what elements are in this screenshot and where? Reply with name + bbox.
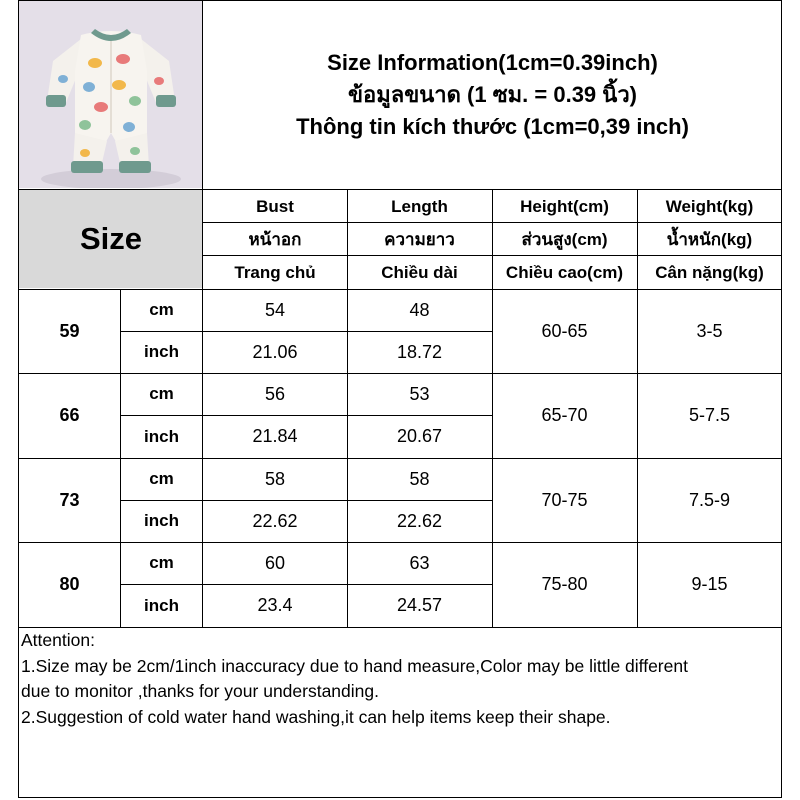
unit-inch: inch bbox=[144, 595, 179, 615]
notes-line-3: 2.Suggestion of cold water hand washing,it can help items keep their shape. bbox=[21, 706, 611, 727]
length-vi-header: Chiều dài bbox=[381, 262, 458, 282]
attention-notes bbox=[21, 628, 779, 730]
length-cm-59: 48 bbox=[409, 299, 430, 320]
weight-th-header: น้ำหนัก(kg) bbox=[666, 230, 753, 249]
length-cm-80: 63 bbox=[409, 552, 430, 573]
grid-line bbox=[347, 190, 348, 627]
grid-line bbox=[18, 189, 782, 190]
product-image bbox=[19, 1, 202, 188]
height-vi-header: Chiều cao(cm) bbox=[505, 262, 624, 282]
length-th-header: ความยาว bbox=[384, 230, 455, 249]
grid-line bbox=[120, 415, 492, 416]
size-80: 80 bbox=[59, 574, 80, 594]
height-th-header: ส่วนสูง(cm) bbox=[521, 230, 608, 249]
unit-cm: cm bbox=[149, 300, 174, 319]
bust-inch-73: 22.62 bbox=[252, 510, 298, 531]
height-73: 70-75 bbox=[541, 489, 588, 510]
height-59: 60-65 bbox=[541, 320, 588, 341]
weight-en-header: Weight(kg) bbox=[665, 196, 754, 216]
size-header-cell bbox=[19, 190, 203, 288]
length-cm-66: 53 bbox=[409, 383, 430, 404]
unit-cm: cm bbox=[149, 553, 174, 572]
title-vietnamese: Thông tin kích thước (1cm=0,39 inch) bbox=[296, 113, 689, 139]
bust-cm-73: 58 bbox=[264, 468, 286, 489]
grid-line bbox=[120, 500, 492, 501]
length-inch-80: 24.57 bbox=[396, 595, 443, 615]
romper-illustration bbox=[19, 1, 202, 188]
grid-line bbox=[120, 331, 492, 332]
size-information-title bbox=[203, 0, 782, 189]
size-header: Size bbox=[79, 221, 143, 256]
title-english: Size Information(1cm=0.39inch) bbox=[327, 49, 658, 75]
title-thai: ข้อมูลขนาด (1 ซม. = 0.39 นิ้ว) bbox=[347, 81, 637, 107]
weight-73: 7.5-9 bbox=[688, 489, 731, 510]
weight-80: 9-15 bbox=[691, 574, 728, 594]
bust-inch-59: 21.06 bbox=[252, 341, 298, 362]
unit-cm: cm bbox=[149, 469, 174, 488]
grid-line bbox=[120, 289, 121, 627]
unit-inch: inch bbox=[144, 426, 179, 446]
bust-cm-66: 56 bbox=[264, 383, 286, 404]
weight-59: 3-5 bbox=[696, 320, 723, 341]
notes-line-1: 1.Size may be 2cm/1inch inaccuracy due to hand measure,Color may be little different bbox=[21, 655, 688, 676]
unit-cm: cm bbox=[149, 384, 174, 403]
size-59: 59 bbox=[59, 320, 80, 341]
grid-line bbox=[120, 584, 492, 585]
length-inch-73: 22.62 bbox=[396, 510, 443, 531]
height-80: 75-80 bbox=[541, 574, 588, 594]
notes-heading: Attention: bbox=[21, 630, 95, 650]
bust-cm-59: 54 bbox=[264, 299, 286, 320]
bust-vi-header: Trang chủ bbox=[234, 262, 316, 282]
grid-line bbox=[18, 289, 782, 290]
bust-inch-66: 21.84 bbox=[252, 426, 298, 446]
grid-line bbox=[18, 458, 782, 459]
length-inch-66: 20.67 bbox=[396, 426, 443, 446]
weight-vi-header: Cân nặng(kg) bbox=[655, 262, 764, 282]
length-en-header: Length bbox=[391, 196, 448, 216]
grid-line bbox=[202, 0, 203, 627]
size-66: 66 bbox=[59, 405, 80, 425]
grid-line bbox=[18, 542, 782, 543]
bust-cm-80: 60 bbox=[264, 552, 286, 573]
size-73: 73 bbox=[59, 489, 80, 510]
length-cm-73: 58 bbox=[409, 468, 430, 489]
length-inch-59: 18.72 bbox=[396, 341, 443, 362]
bust-inch-80: 23.4 bbox=[257, 595, 293, 615]
grid-line bbox=[637, 190, 638, 627]
grid-line bbox=[492, 190, 493, 627]
unit-inch: inch bbox=[144, 511, 179, 530]
unit-inch: inch bbox=[144, 342, 179, 361]
height-en-header: Height(cm) bbox=[520, 196, 609, 216]
height-66: 65-70 bbox=[541, 405, 588, 425]
bust-en-header: Bust bbox=[256, 196, 294, 216]
notes-line-2: due to monitor ,thanks for your understanding. bbox=[21, 681, 379, 701]
bust-th-header: หน้าอก bbox=[248, 230, 302, 249]
weight-66: 5-7.5 bbox=[688, 405, 731, 425]
grid-line bbox=[18, 373, 782, 374]
